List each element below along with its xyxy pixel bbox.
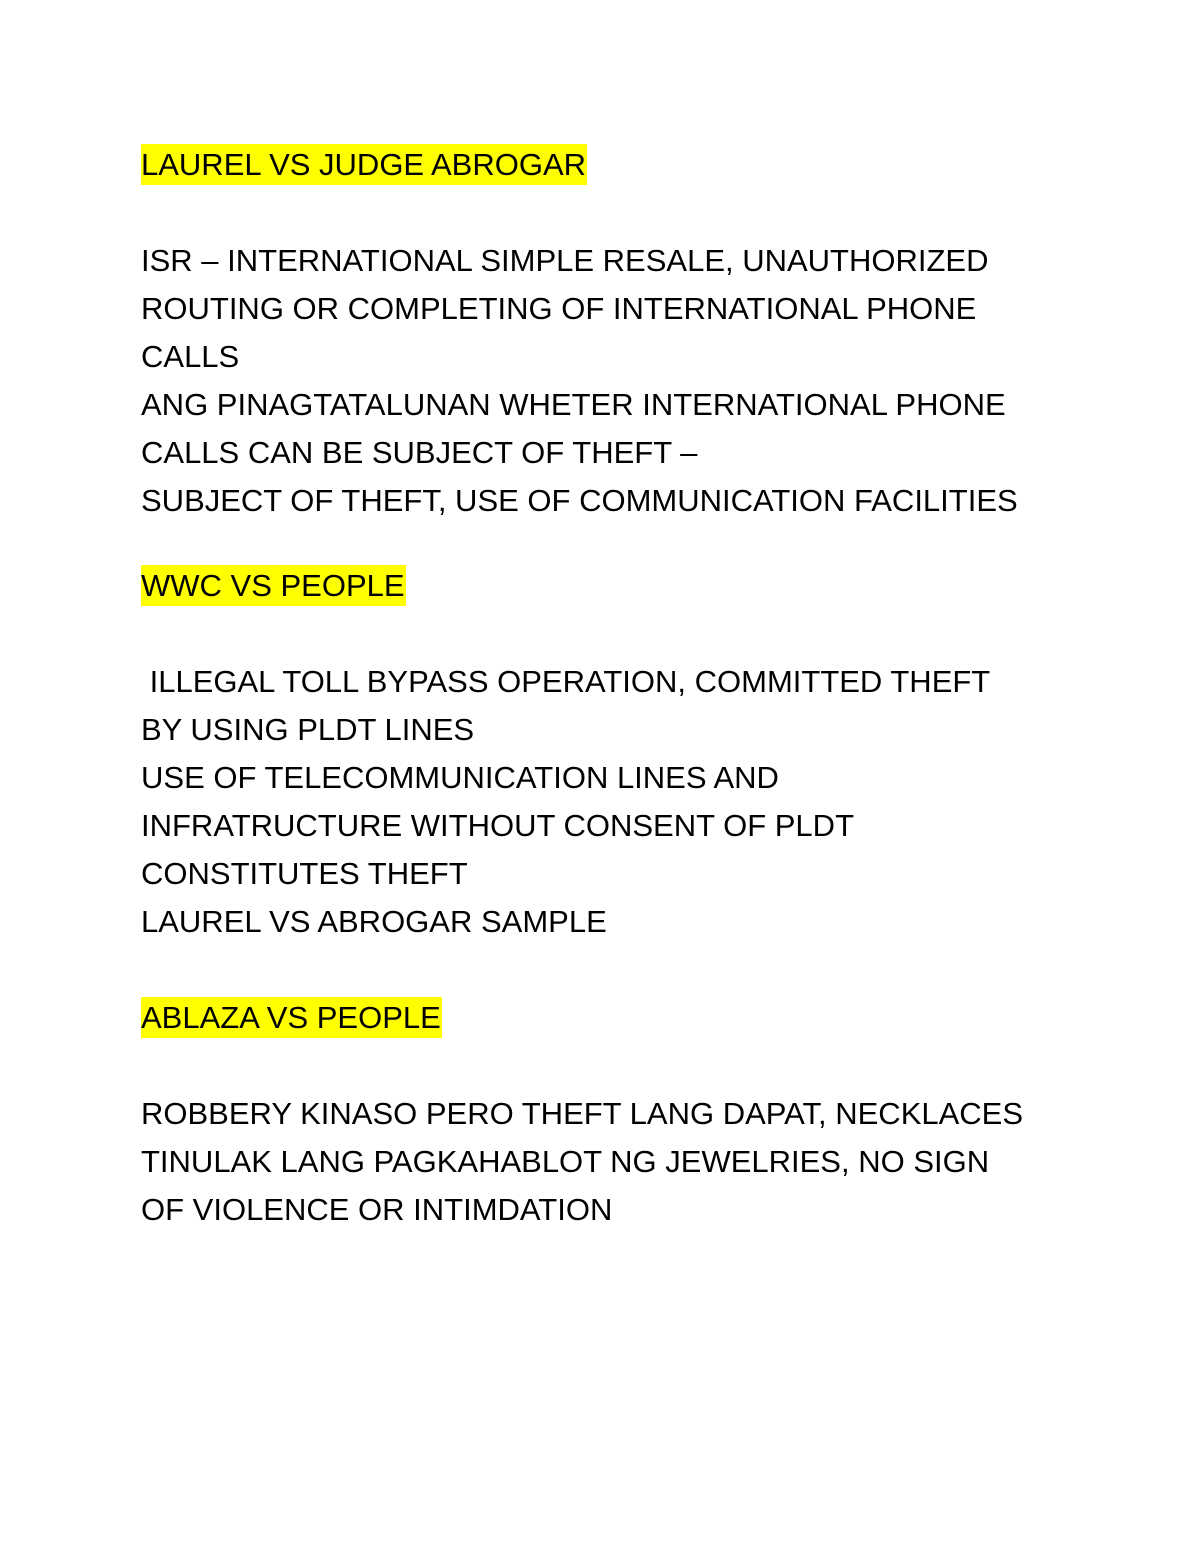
document-content [141,141,1101,1234]
note-line: OF VIOLENCE OR INTIMDATION [141,1192,613,1227]
note-line: LAUREL VS ABROGAR SAMPLE [141,904,607,939]
case-notes [141,1090,1101,1234]
case-section-ablaza [141,994,1101,1234]
note-line: ILLEGAL TOLL BYPASS OPERATION, COMMITTED THEFT [141,664,991,699]
case-section-wwc [141,562,1101,946]
note-line: SUBJECT OF THEFT, USE OF COMMUNICATION FACILITIES [141,483,1018,518]
note-line: ROBBERY KINASO PERO THEFT LANG DAPAT, NECKLACES [141,1096,1024,1131]
case-heading [141,994,1101,1042]
note-line: TINULAK LANG PAGKAHABLOT NG JEWELRIES, NO SIGN [141,1144,990,1179]
note-line: ANG PINAGTATALUNAN WHETER INTERNATIONAL PHONE [141,387,1006,422]
note-line: ROUTING OR COMPLETING OF INTERNATIONAL PHONE [141,291,977,326]
note-line: CALLS CAN BE SUBJECT OF THEFT – [141,435,698,470]
case-heading [141,562,1101,610]
highlighted-case-title: ABLAZA VS PEOPLE [141,997,442,1038]
case-notes [141,658,1101,946]
note-line: CONSTITUTES THEFT [141,856,468,891]
note-line: ISR – INTERNATIONAL SIMPLE RESALE, UNAUTHORIZED [141,243,989,278]
case-notes [141,237,1101,525]
note-line: CALLS [141,339,240,374]
highlighted-case-title: WWC VS PEOPLE [141,565,406,606]
note-line: BY USING PLDT LINES [141,712,475,747]
highlighted-case-title: LAUREL VS JUDGE ABROGAR [141,144,587,185]
case-section-laurel [141,141,1101,525]
note-line: USE OF TELECOMMUNICATION LINES AND [141,760,779,795]
note-line: INFRATRUCTURE WITHOUT CONSENT OF PLDT [141,808,854,843]
case-heading [141,141,1101,189]
